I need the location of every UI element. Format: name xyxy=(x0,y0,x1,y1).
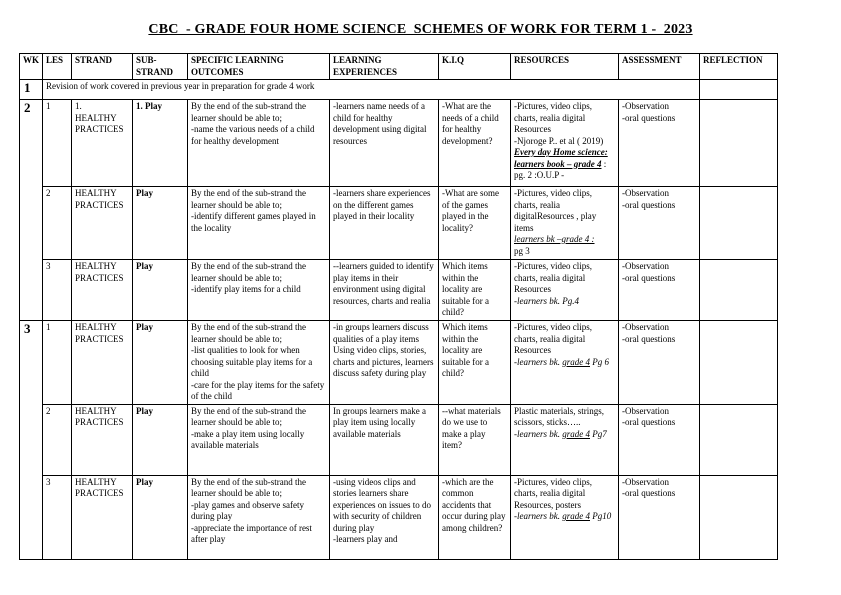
cell-assessment: -Observation -oral questions xyxy=(619,321,700,405)
cell-les: 1 xyxy=(43,100,72,187)
column-header-wk: WK xyxy=(20,54,43,80)
header-row xyxy=(20,54,778,80)
lesson-row xyxy=(20,100,778,187)
cell-resources: -Pictures, video clips, charts, realia digital Resources -learners bk. Pg.4 xyxy=(511,260,619,321)
cell-experiences: --learners guided to identify play items in their environment using digital resources, charts and realia xyxy=(330,260,439,321)
cell-outcomes: By the end of the sub-strand the learner should be able to; -list qualities to look for when choosing suitable play items for a child -care for the play items for the safety of the child xyxy=(188,321,330,405)
column-header-specific-learning-outcomes: SPECIFIC LEARNING OUTCOMES xyxy=(188,54,330,80)
cell-reflection xyxy=(700,404,778,475)
cell-les: 3 xyxy=(43,260,72,321)
cell-resources: -Pictures, video clips, charts, realia digital Resources -Njoroge P.. et al ( 2019) Every day Home science: learners book – grade 4 : pg. 2 :O.U.P - xyxy=(511,100,619,187)
lesson-row xyxy=(20,187,778,260)
cell-sub-strand: 1. Play xyxy=(133,100,188,187)
column-header-resources: RESOURCES xyxy=(511,54,619,80)
cell-reflection xyxy=(700,100,778,187)
cell-reflection xyxy=(700,321,778,405)
lesson-row xyxy=(20,404,778,475)
cell-reflection xyxy=(700,260,778,321)
table-body xyxy=(20,80,778,560)
cell-les: 1 xyxy=(43,321,72,405)
lesson-row xyxy=(20,321,778,405)
cell-wk: 2 xyxy=(20,100,43,321)
cell-kiq: -What are some of the games played in the locality? xyxy=(439,187,511,260)
cell-wk: 3 xyxy=(20,321,43,560)
cell-outcomes: By the end of the sub-strand the learner should be able to; -make a play item using locally available materials xyxy=(188,404,330,475)
column-header-les: LES xyxy=(43,54,72,80)
cell-experiences: In groups learners make a play item using locally available materials xyxy=(330,404,439,475)
table-head xyxy=(20,54,778,80)
cell-kiq: -What are the needs of a child for healthy development? xyxy=(439,100,511,187)
cell-sub-strand: Play xyxy=(133,321,188,405)
page-title: CBC - GRADE FOUR HOME SCIENCE SCHEMES OF WORK FOR TERM 1 - 2023 xyxy=(148,22,693,37)
cell-kiq: -which are the common accidents that occur during play among children? xyxy=(439,475,511,559)
cell-sub-strand: Play xyxy=(133,475,188,559)
cell-outcomes: By the end of the sub-strand the learner should be able to; -identify play items for a child xyxy=(188,260,330,321)
cell-sub-strand: Play xyxy=(133,260,188,321)
cell-wk: 1 xyxy=(20,80,43,100)
lesson-row xyxy=(20,260,778,321)
cell-strand: HEALTHY PRACTICES xyxy=(72,475,133,559)
cell-assessment: -Observation -oral questions xyxy=(619,404,700,475)
cell-experiences: -learners share experiences on the different games played in their locality xyxy=(330,187,439,260)
cell-outcomes: By the end of the sub-strand the learner should be able to; -identify different games played in the locality xyxy=(188,187,330,260)
cell-revision-text: Revision of work covered in previous year in preparation for grade 4 work xyxy=(43,80,700,100)
column-header-reflection: REFLECTION xyxy=(700,54,778,80)
cell-kiq: --what materials do we use to make a play item? xyxy=(439,404,511,475)
cell-kiq: Which items within the locality are suitable for a child? xyxy=(439,321,511,405)
cell-strand: 1. HEALTHY PRACTICES xyxy=(72,100,133,187)
cell-experiences: -using videos clips and stories learners share experiences on issues to do with security of children during play -learners play and xyxy=(330,475,439,559)
cell-resources: -Pictures, video clips, charts, realia digital Resources -learners bk. grade 4 Pg 6 xyxy=(511,321,619,405)
cell-strand: HEALTHY PRACTICES xyxy=(72,321,133,405)
cell-reflection xyxy=(700,475,778,559)
cell-les: 3 xyxy=(43,475,72,559)
column-header-strand: STRAND xyxy=(72,54,133,80)
cell-resources: Plastic materials, strings, scissors, sticks….. -learners bk. grade 4 Pg7 xyxy=(511,404,619,475)
cell-assessment: -Observation -oral questions xyxy=(619,187,700,260)
cell-experiences: -learners name needs of a child for healthy development using digital resources xyxy=(330,100,439,187)
cell-reflection xyxy=(700,187,778,260)
cell-assessment: -Observation -oral questions xyxy=(619,100,700,187)
cell-sub-strand: Play xyxy=(133,404,188,475)
cell-resources: -Pictures, video clips, charts, realia digital Resources, posters -learners bk. grade 4 Pg10 xyxy=(511,475,619,559)
cell-reflection xyxy=(700,80,778,100)
revision-row xyxy=(20,80,778,100)
cell-strand: HEALTHY PRACTICES xyxy=(72,404,133,475)
cell-assessment: -Observation -oral questions xyxy=(619,260,700,321)
cell-assessment: -Observation -oral questions xyxy=(619,475,700,559)
schemes-table xyxy=(19,53,778,560)
column-header-sub-strand: SUB-STRAND xyxy=(133,54,188,80)
cell-les: 2 xyxy=(43,187,72,260)
column-header-learning-experiences: LEARNING EXPERIENCES xyxy=(330,54,439,80)
cell-strand: HEALTHY PRACTICES xyxy=(72,260,133,321)
cell-outcomes: By the end of the sub-strand the learner should be able to; -play games and observe safety during play -appreciate the importance of rest after play xyxy=(188,475,330,559)
cell-outcomes: By the end of the sub-strand the learner should be able to; -name the various needs of a child for healthy development xyxy=(188,100,330,187)
cell-experiences: -in groups learners discuss qualities of a play items Using video clips, stories, charts and pictures, learners discuss safety during play xyxy=(330,321,439,405)
cell-les: 2 xyxy=(43,404,72,475)
column-header-k-i-q: K.I.Q xyxy=(439,54,511,80)
cell-resources: -Pictures, video clips, charts, realia digitalResources , play items learners bk –grade 4 : pg 3 xyxy=(511,187,619,260)
lesson-row xyxy=(20,475,778,559)
cell-kiq: Which items within the locality are suitable for a child? xyxy=(439,260,511,321)
cell-sub-strand: Play xyxy=(133,187,188,260)
column-header-assessment: ASSESSMENT xyxy=(619,54,700,80)
cell-strand: HEALTHY PRACTICES xyxy=(72,187,133,260)
